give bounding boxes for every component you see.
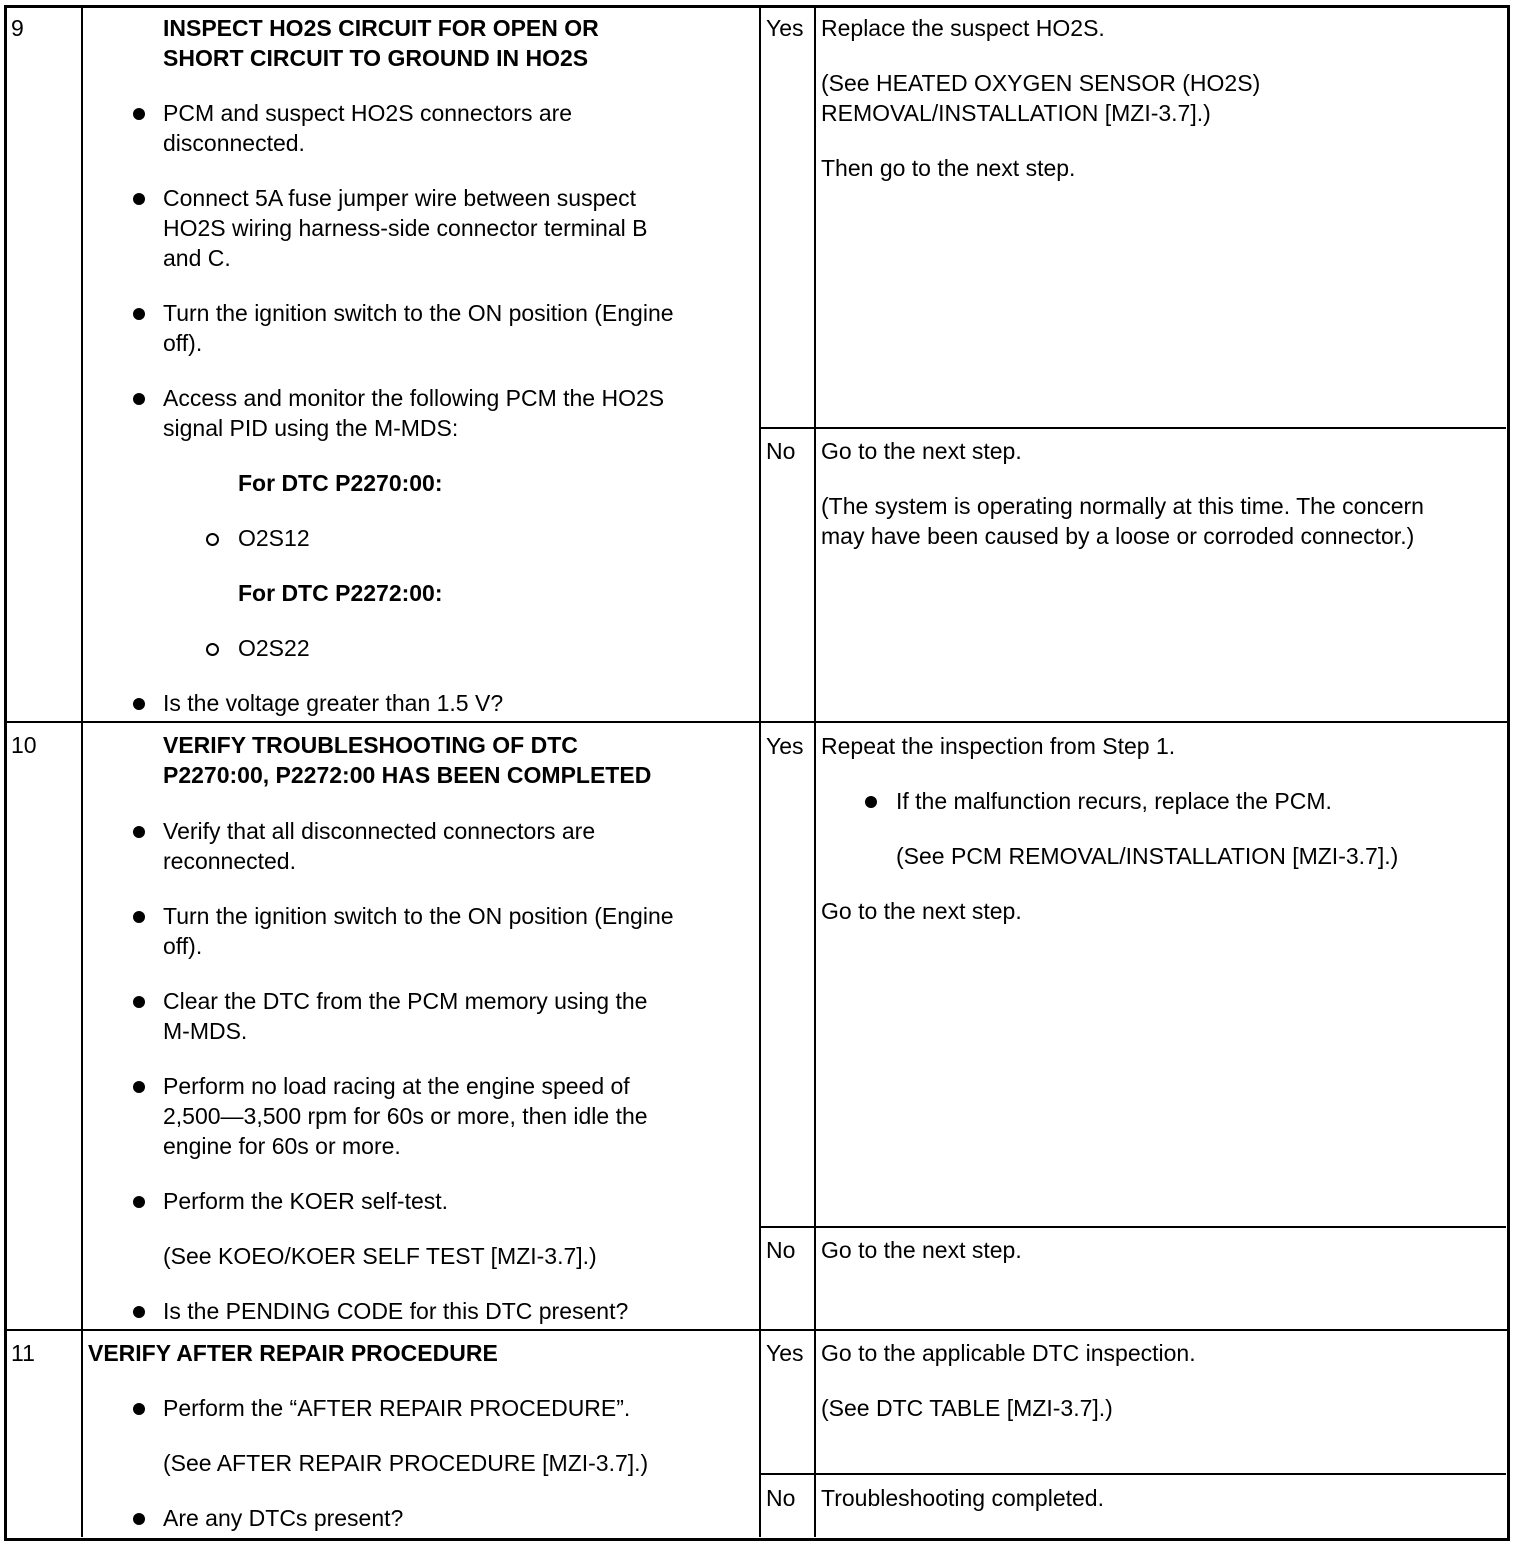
step-title-line: VERIFY TROUBLESHOOTING OF DTC — [163, 732, 578, 758]
bullet-icon — [133, 1081, 145, 1093]
bullet-text: Turn the ignition switch to the ON position (Engine — [163, 300, 674, 326]
bullet-icon — [865, 796, 877, 808]
bullet-icon — [133, 108, 145, 120]
result-text: Go to the next step. — [821, 1237, 1022, 1263]
bullet-text: Access and monitor the following PCM the HO2S — [163, 385, 665, 411]
question-text: Are any DTCs present? — [163, 1505, 404, 1531]
bullet-text: Perform no load racing at the engine speed of — [163, 1073, 630, 1099]
result-text: (See PCM REMOVAL/INSTALLATION [MZI-3.7].) — [896, 843, 1399, 869]
bullet-icon — [133, 1403, 145, 1415]
reference-note: (See AFTER REPAIR PROCEDURE [MZI-3.7].) — [163, 1450, 649, 1476]
bullet-text: PCM and suspect HO2S connectors are — [163, 100, 573, 126]
bullet-icon — [133, 393, 145, 405]
bullet-icon — [133, 1306, 145, 1318]
sub-heading: For DTC P2272:00: — [238, 580, 443, 606]
bullet-icon — [133, 996, 145, 1008]
result-text: Then go to the next step. — [821, 155, 1076, 181]
no-label: No — [766, 1485, 796, 1511]
result-text: (See DTC TABLE [MZI-3.7].) — [821, 1395, 1113, 1421]
bullet-text: M-MDS. — [163, 1018, 248, 1044]
step-title-line: VERIFY AFTER REPAIR PROCEDURE — [88, 1340, 498, 1366]
sub-bullet-icon — [206, 643, 219, 656]
bullet-text: signal PID using the M-MDS: — [163, 415, 459, 441]
row-divider-10-11 — [7, 1329, 1507, 1331]
bullet-icon — [133, 308, 145, 320]
result-text: Go to the next step. — [821, 898, 1022, 924]
bullet-text: HO2S wiring harness-side connector terminal B — [163, 215, 648, 241]
step-number: 9 — [11, 15, 24, 41]
sub-bullet-icon — [206, 533, 219, 546]
bullet-text: Connect 5A fuse jumper wire between suspect — [163, 185, 637, 211]
sub-heading: For DTC P2270:00: — [238, 470, 443, 496]
result-text: Troubleshooting completed. — [821, 1485, 1104, 1511]
sub-bullet-text: O2S22 — [238, 635, 310, 661]
bullet-text: engine for 60s or more. — [163, 1133, 401, 1159]
step-title-line: SHORT CIRCUIT TO GROUND IN HO2S — [163, 45, 589, 71]
result-text: may have been caused by a loose or corroded connector.) — [821, 523, 1415, 549]
bullet-icon — [133, 1513, 145, 1525]
column-divider-result — [814, 7, 816, 1537]
yes-no-divider-10 — [760, 1226, 1506, 1228]
bullet-text: off). — [163, 330, 203, 356]
column-divider-action — [759, 7, 761, 1537]
yes-no-divider-9 — [760, 427, 1506, 429]
step-number: 11 — [11, 1340, 35, 1366]
bullet-text: Turn the ignition switch to the ON position (Engine — [163, 903, 674, 929]
row-divider-9-10 — [7, 721, 1507, 723]
yes-label: Yes — [766, 15, 804, 41]
result-text: REMOVAL/INSTALLATION [MZI-3.7].) — [821, 100, 1211, 126]
bullet-text: Perform the KOER self-test. — [163, 1188, 449, 1214]
bullet-icon — [133, 193, 145, 205]
step-number: 10 — [11, 732, 37, 758]
yes-label: Yes — [766, 733, 804, 759]
question-text: Is the PENDING CODE for this DTC present? — [163, 1298, 629, 1324]
yes-label: Yes — [766, 1340, 804, 1366]
result-text: Go to the applicable DTC inspection. — [821, 1340, 1196, 1366]
bullet-icon — [133, 911, 145, 923]
step-title-line: P2270:00, P2272:00 HAS BEEN COMPLETED — [163, 762, 652, 788]
bullet-text: disconnected. — [163, 130, 305, 156]
column-divider-step — [81, 7, 83, 1537]
bullet-text: off). — [163, 933, 203, 959]
bullet-text: reconnected. — [163, 848, 296, 874]
result-text: (See HEATED OXYGEN SENSOR (HO2S) — [821, 70, 1261, 96]
result-text: (The system is operating normally at this time. The concern — [821, 493, 1424, 519]
bullet-text: and C. — [163, 245, 231, 271]
question-text: Is the voltage greater than 1.5 V? — [163, 690, 504, 716]
bullet-icon — [133, 826, 145, 838]
bullet-text: 2,500—3,500 rpm for 60s or more, then idle the — [163, 1103, 648, 1129]
result-text: Repeat the inspection from Step 1. — [821, 733, 1176, 759]
result-text: Go to the next step. — [821, 438, 1022, 464]
bullet-icon — [133, 1196, 145, 1208]
result-text: If the malfunction recurs, replace the PCM. — [896, 788, 1332, 814]
no-label: No — [766, 1237, 796, 1263]
bullet-text: Verify that all disconnected connectors are — [163, 818, 596, 844]
result-text: Replace the suspect HO2S. — [821, 15, 1105, 41]
yes-no-divider-11 — [760, 1473, 1506, 1475]
reference-note: (See KOEO/KOER SELF TEST [MZI-3.7].) — [163, 1243, 597, 1269]
sub-bullet-text: O2S12 — [238, 525, 310, 551]
bullet-icon — [133, 698, 145, 710]
bullet-text: Clear the DTC from the PCM memory using the — [163, 988, 648, 1014]
no-label: No — [766, 438, 796, 464]
bullet-text: Perform the “AFTER REPAIR PROCEDURE”. — [163, 1395, 631, 1421]
step-title-line: INSPECT HO2S CIRCUIT FOR OPEN OR — [163, 15, 599, 41]
